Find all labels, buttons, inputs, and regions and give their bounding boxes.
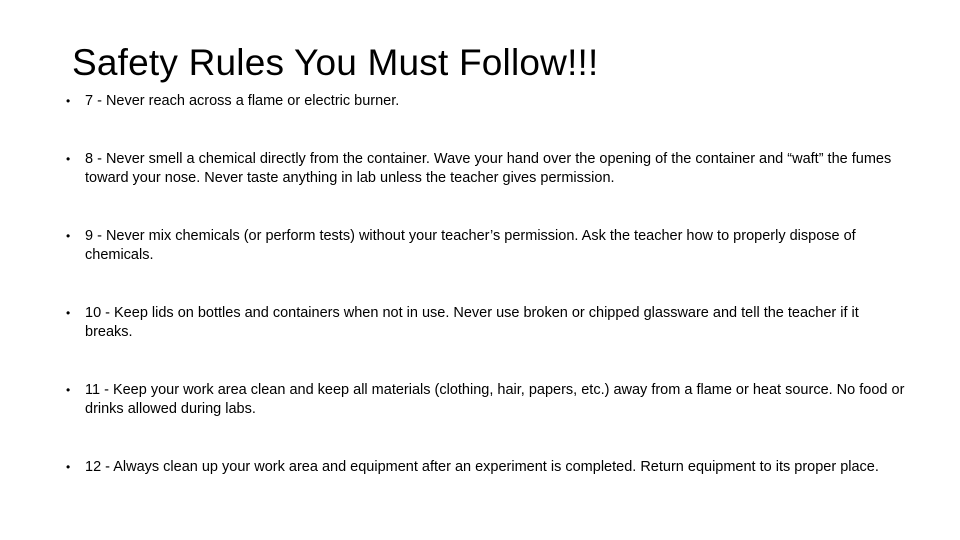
rule-item [66, 92, 906, 112]
rule-item [66, 227, 906, 266]
bullet-icon: • [66, 94, 71, 108]
rule-text: 7 - Never reach across a flame or electric burner. [85, 93, 400, 109]
rule-item [66, 458, 906, 478]
rule-text: 11 - Keep your work area clean and keep all materials (clothing, hair, papers, etc.) away from a flame or heat source. No food or drinks allowed during labs. [85, 381, 905, 417]
rule-item [66, 150, 906, 189]
rule-item [66, 381, 906, 420]
bullet-icon: • [66, 459, 71, 474]
bullet-icon: • [66, 151, 71, 166]
bullet-icon: • [66, 382, 71, 397]
rule-text: 10 - Keep lids on bottles and containers when not in use. Never use broken or chipped glassware and tell the teacher if it breaks. [85, 304, 859, 340]
rule-text: 8 - Never smell a chemical directly from the container. Wave your hand over the opening of the container and “waft” the fumes toward your nose. Never taste anything in lab unless the teacher gives permission. [85, 150, 892, 186]
bullet-icon: • [66, 228, 71, 243]
rules-list [66, 92, 906, 515]
rule-item [66, 304, 906, 343]
bullet-icon: • [66, 305, 71, 320]
rule-text: 9 - Never mix chemicals (or perform tests) without your teacher’s permission. Ask the teacher how to properly dispose of chemicals. [85, 227, 856, 263]
rule-text: 12 - Always clean up your work area and equipment after an experiment is completed. Return equipment to its proper place. [85, 458, 879, 475]
slide-title: Safety Rules You Must Follow!!! [72, 42, 599, 83]
